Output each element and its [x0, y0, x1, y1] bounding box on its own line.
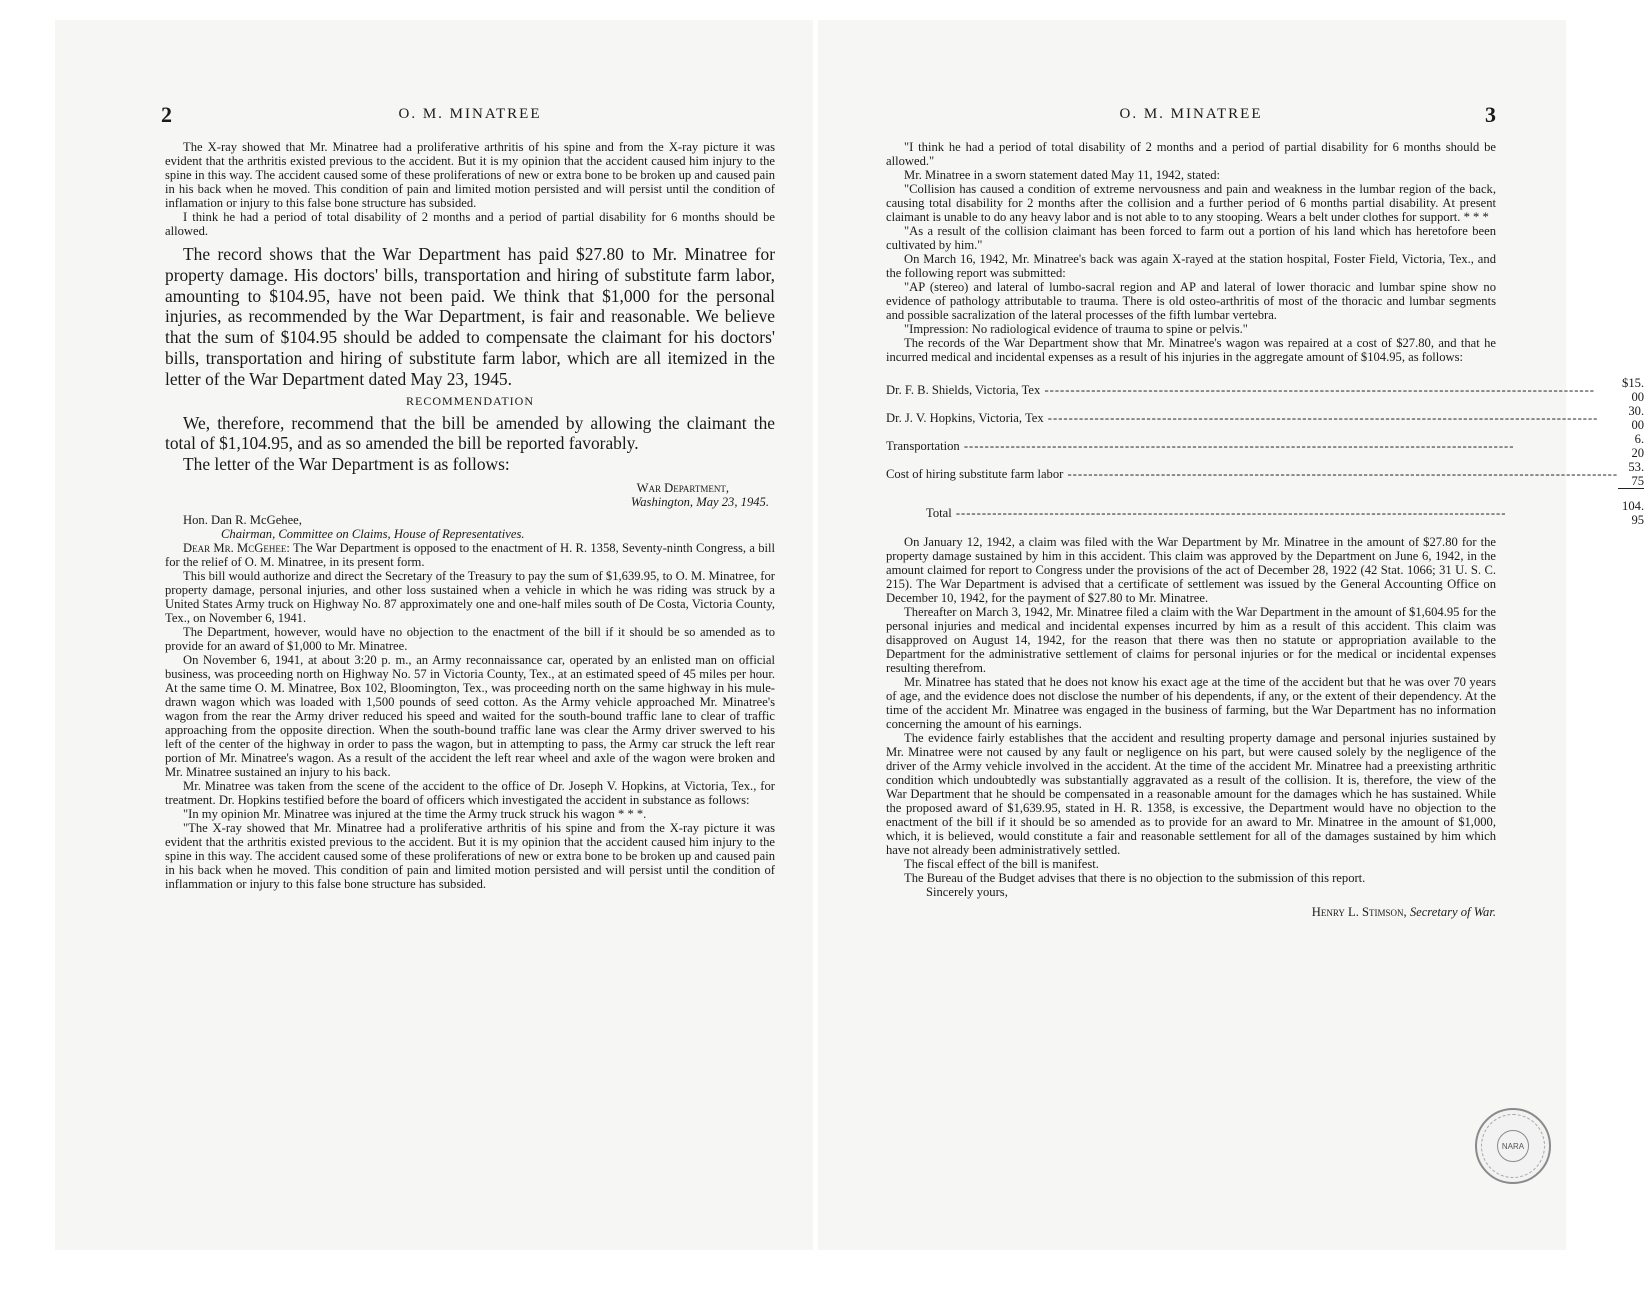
- letter-paragraph: On January 12, 1942, a claim was filed with the War Department by Mr. Minatree in the amount of $27.80 for the property damage sustained by him in this accident. This claim was approved by the Department on June 6, 1942, in the amount claimed for report to Congress under the provisions of the act of December 28, 1922 (42 Stat. 1066; 31 U. S. C. 215). The War Department is advised that a certificate of settlement was issued by the General Accounting Office on December 10, 1942, for the payment of $27.80 to Mr. Minatree.: [886, 535, 1496, 605]
- signer-name: Henry L. Stimson,: [1311, 905, 1407, 919]
- quote-paragraph: The X-ray showed that Mr. Minatree had a proliferative arthritis of his spine and from the X-ray picture it was evident that the arthritis existed previous to the accident. But it is my opinion that the accident caused him injury to the spine in this way. The accident caused some of these proliferations of new or extra bone to be broken up and caused pain in his back when he moved. This condition of pain and limited motion persisted and will persist until the condition of inflamation or injury to this false bone structure has subsided.: [165, 140, 775, 210]
- page-header: [886, 102, 1498, 132]
- closing: Sincerely yours,: [926, 885, 1008, 899]
- expense-table: [886, 376, 1644, 527]
- letter-paragraph: Thereafter on March 3, 1942, Mr. Minatree filed a claim with the War Department in the amount of $1,604.95 for the personal injuries and medical and incidental expenses incurred by him as a result of this accident. This claim was disapproved on August 14, 1942, for the reason that there was then no statute or appropriation available to the Department for the administrative settlement of claims for personal injuries or for the medical or incidental expenses resulting therefrom.: [886, 605, 1496, 675]
- signature-line: [886, 905, 1496, 919]
- letter-paragraph: "Collision has caused a condition of extreme nervousness and pain and weakness in the lumbar region of the back, causing total disability for 2 months after the collision and a further period of 6 months partial disability. At present claimant is unable to do any heavy labor and is not able to to any stooping. Wears a belt under clothes for support. * * *: [886, 182, 1496, 224]
- total-label: Total -----: [886, 489, 1618, 528]
- recommendation-heading: RECOMMENDATION: [406, 393, 534, 408]
- letter-paragraph: Mr. Minatree in a sworn statement dated May 11, 1942, stated:: [904, 168, 1221, 182]
- letter-paragraph: "AP (stereo) and lateral of lumbo-sacral region and AP and lateral of lower thoracic and lumbar spine show no evidence of pathology attributable to trauma. There is old osteo-arthritis of most of the thoracic and lumbar segments and possible sacralization of the lateral processes of the fifth lumbar vertebra.: [886, 280, 1496, 322]
- record-paragraph: The record shows that the War Department has paid $27.80 to Mr. Minatree for property damage. His doctors' bills, transportation and hiring of substitute farm labor, amounting to $104.95, have not been paid. We think that $1,000 for the personal injuries, as recommended by the War Department, is fair and reasonable. We believe that the sum of $104.95 should be added to compensate the claimant for his doctors' bills, transportation and hiring of substitute farm labor, which are all itemized in the letter of the War Department dated May 23, 1945.: [165, 244, 775, 389]
- letter-paragraph: "Impression: No radiological evidence of trauma to spine or pelvis.": [904, 322, 1248, 336]
- letter-paragraph: Mr. Minatree has stated that he does not know his exact age at the time of the accident but that he was over 70 years of age, and the evidence does not disclose the number of his dependents, if any, or the extent of their dependency. At the time of the accident Mr. Minatree was engaged in the business of farming, but the War Department has no information concerning the amount of his earnings.: [886, 675, 1496, 731]
- letter-paragraph-text: The War Department is opposed to the enactment of H. R. 1358, Seventy-ninth Congress, a bill for the relief of O. M. Minatree, in its present form.: [165, 540, 776, 569]
- expense-item: Dr. F. B. Shields, Victoria, Tex -----: [886, 376, 1618, 404]
- letter-paragraph: The Bureau of the Budget advises that there is no objection to the submission of this report.: [904, 871, 1366, 885]
- letter-paragraph: On March 16, 1942, Mr. Minatree's back was again X-rayed at the station hospital, Foster Field, Victoria, Tex., and the following report was submitted:: [886, 252, 1496, 280]
- expense-item: Cost of hiring substitute farm labor -----: [886, 460, 1618, 489]
- page-number: 3: [1485, 102, 1498, 127]
- letter-paragraph: The evidence fairly establishes that the accident and resulting property damage and personal injuries sustained by Mr. Minatree were not caused by any fault or negligence on his part, but were caused solely by the negligence of the driver of the Army vehicle involved in the accident. At the time of the accident Mr. Minatree had a preexisting arthritic condition which undoubtedly was substantially aggravated as a result of the collision. It is, therefore, the view of the War Department that he should be compensated in a reasonable amount for the damages which he has sustained. While the proposed award of $1,639.95, stated in H. R. 1358, is excessive, the Department would have no objection to the enactment of the bill if it should be so amended as to provide for an award to Mr. Minatree in the amount of $1,000, which, it is believed, would constitute a fair and reasonable settlement for all of the damages sustained by him which have not already been administratively settled.: [886, 731, 1496, 857]
- letter-paragraph: Mr. Minatree was taken from the scene of the accident to the office of Dr. Joseph V. Hopkins, at Victoria, Tex., for treatment. Dr. Hopkins testified before the board of officers which investigated the accident in substance as follows:: [165, 778, 775, 807]
- letter-paragraph: "I think he had a period of total disability of 2 months and a period of partial disability for 6 months should be allowed.": [886, 140, 1496, 168]
- page-3-body: [886, 140, 1644, 919]
- expense-total-row: [886, 489, 1644, 528]
- letter-paragraph: [165, 541, 775, 569]
- expense-row: [886, 460, 1644, 489]
- expense-item: Transportation -----: [886, 432, 1618, 460]
- letter-paragraph: "As a result of the collision claimant has been forced to farm out a portion of his land which has heretofore been cultivated by him.": [886, 224, 1496, 252]
- archive-seal-icon: [1475, 1108, 1551, 1184]
- signer-title: Secretary of War.: [1409, 905, 1496, 919]
- expense-item: Dr. J. V. Hopkins, Victoria, Tex -----: [886, 404, 1618, 432]
- recommendation-paragraph: We, therefore, recommend that the bill be amended by allowing the claimant the total of $1,104.95, and as so amended the bill be reported favorably.: [165, 412, 775, 454]
- page-2: [55, 20, 813, 1250]
- page-2-body: [165, 140, 775, 891]
- quote-paragraph: I think he had a period of total disability of 2 months and a period of partial disability for 6 months should be allowed.: [165, 210, 775, 238]
- letter-paragraph: The fiscal effect of the bill is manifest.: [904, 857, 1099, 871]
- total-amount: 104. 95: [1618, 489, 1644, 528]
- letter-paragraph: On November 6, 1941, at about 3:20 p. m., an Army reconnaissance car, operated by an enlisted man on official business, was proceeding north on Highway No. 57 in Victoria County, Tex., at an estimated speed of 45 miles per hour. At the same time O. M. Minatree, Box 102, Bloomington, Tex., was proceeding north on the same highway in his mule-drawn wagon which was loaded with 1,500 pounds of seed cotton. As the Army vehicle approached Mr. Minatree's wagon from the rear the Army driver reduced his speed and waited for the south-bound traffic lane to clear of traffic approaching from the opposite direction. When the south-bound traffic lane was clear the Army driver swerved to his left of the center of the highway in order to pass the wagon, but in attempting to pass, the Army car struck the left rear portion of Mr. Minatree's wagon. As a result of the accident the left rear wheel and axle of the wagon were broken and Mr. Minatree sustained an injury to his back.: [165, 652, 775, 779]
- letter-paragraph: "In my opinion Mr. Minatree was injured at the time the Army truck struck his wagon * * *.: [183, 806, 647, 821]
- expense-amount: $15. 00: [1622, 376, 1644, 404]
- page-3: [818, 20, 1644, 1250]
- letter-paragraph: This bill would authorize and direct the Secretary of the Treasury to pay the sum of $1,639.95, to O. M. Minatree, for property damage, personal injuries, and other loss sustained when a vehicle in which he was riding was struck by a United States Army truck on Highway No. 87 approximately one and one-half miles south of De Costa, Victoria County, Tex., on November 6, 1941.: [165, 568, 775, 625]
- page-number: 2: [161, 102, 174, 127]
- running-title: O. M. MINATREE: [1119, 106, 1263, 122]
- addressee: Hon. Dan R. McGehee,: [183, 512, 302, 527]
- addressee-title: Chairman, Committee on Claims, House of Representatives.: [221, 526, 525, 541]
- expense-row: [886, 404, 1644, 432]
- expense-amount: 30. 00: [1628, 404, 1644, 432]
- letter-paragraph: The records of the War Department show that Mr. Minatree's wagon was repaired at a cost of $27.80, and that he incurred medical and incidental expenses as a result of his injuries in the aggregate amount of $104.95, as follows:: [886, 336, 1496, 364]
- expense-row: [886, 376, 1644, 404]
- salutation: Dear Mr. McGehee:: [183, 540, 290, 555]
- expense-amount: 6. 20: [1631, 432, 1644, 460]
- letter-paragraph: The Department, however, would have no objection to the enactment of the bill if it should be so amended as to provide for an award of $1,000 to Mr. Minatree.: [165, 624, 775, 653]
- seal-center: NARA: [1497, 1130, 1529, 1162]
- expense-row: [886, 432, 1644, 460]
- running-title: O. M. MINATREE: [398, 106, 542, 122]
- letter-intro: The letter of the War Department is as follows:: [183, 454, 510, 475]
- page-header: [161, 102, 775, 132]
- expense-amount: 53. 75: [1618, 460, 1644, 489]
- department-name: War Department,: [636, 480, 729, 495]
- letter-date: Washington, May 23, 1945.: [630, 494, 769, 509]
- letter-paragraph: "The X-ray showed that Mr. Minatree had a proliferative arthritis of his spine and from the X-ray picture it was evident that the arthritis existed previous to the accident. But it is my opinion that the accident caused him injury to the spine in this way. The accident caused some of these proliferations of new or extra bone to be broken up and caused pain in his back when he moved. This condition of pain and limited motion persisted and will persist until the condition of inflammation or injury to this false bone structure has subsided.: [165, 820, 775, 891]
